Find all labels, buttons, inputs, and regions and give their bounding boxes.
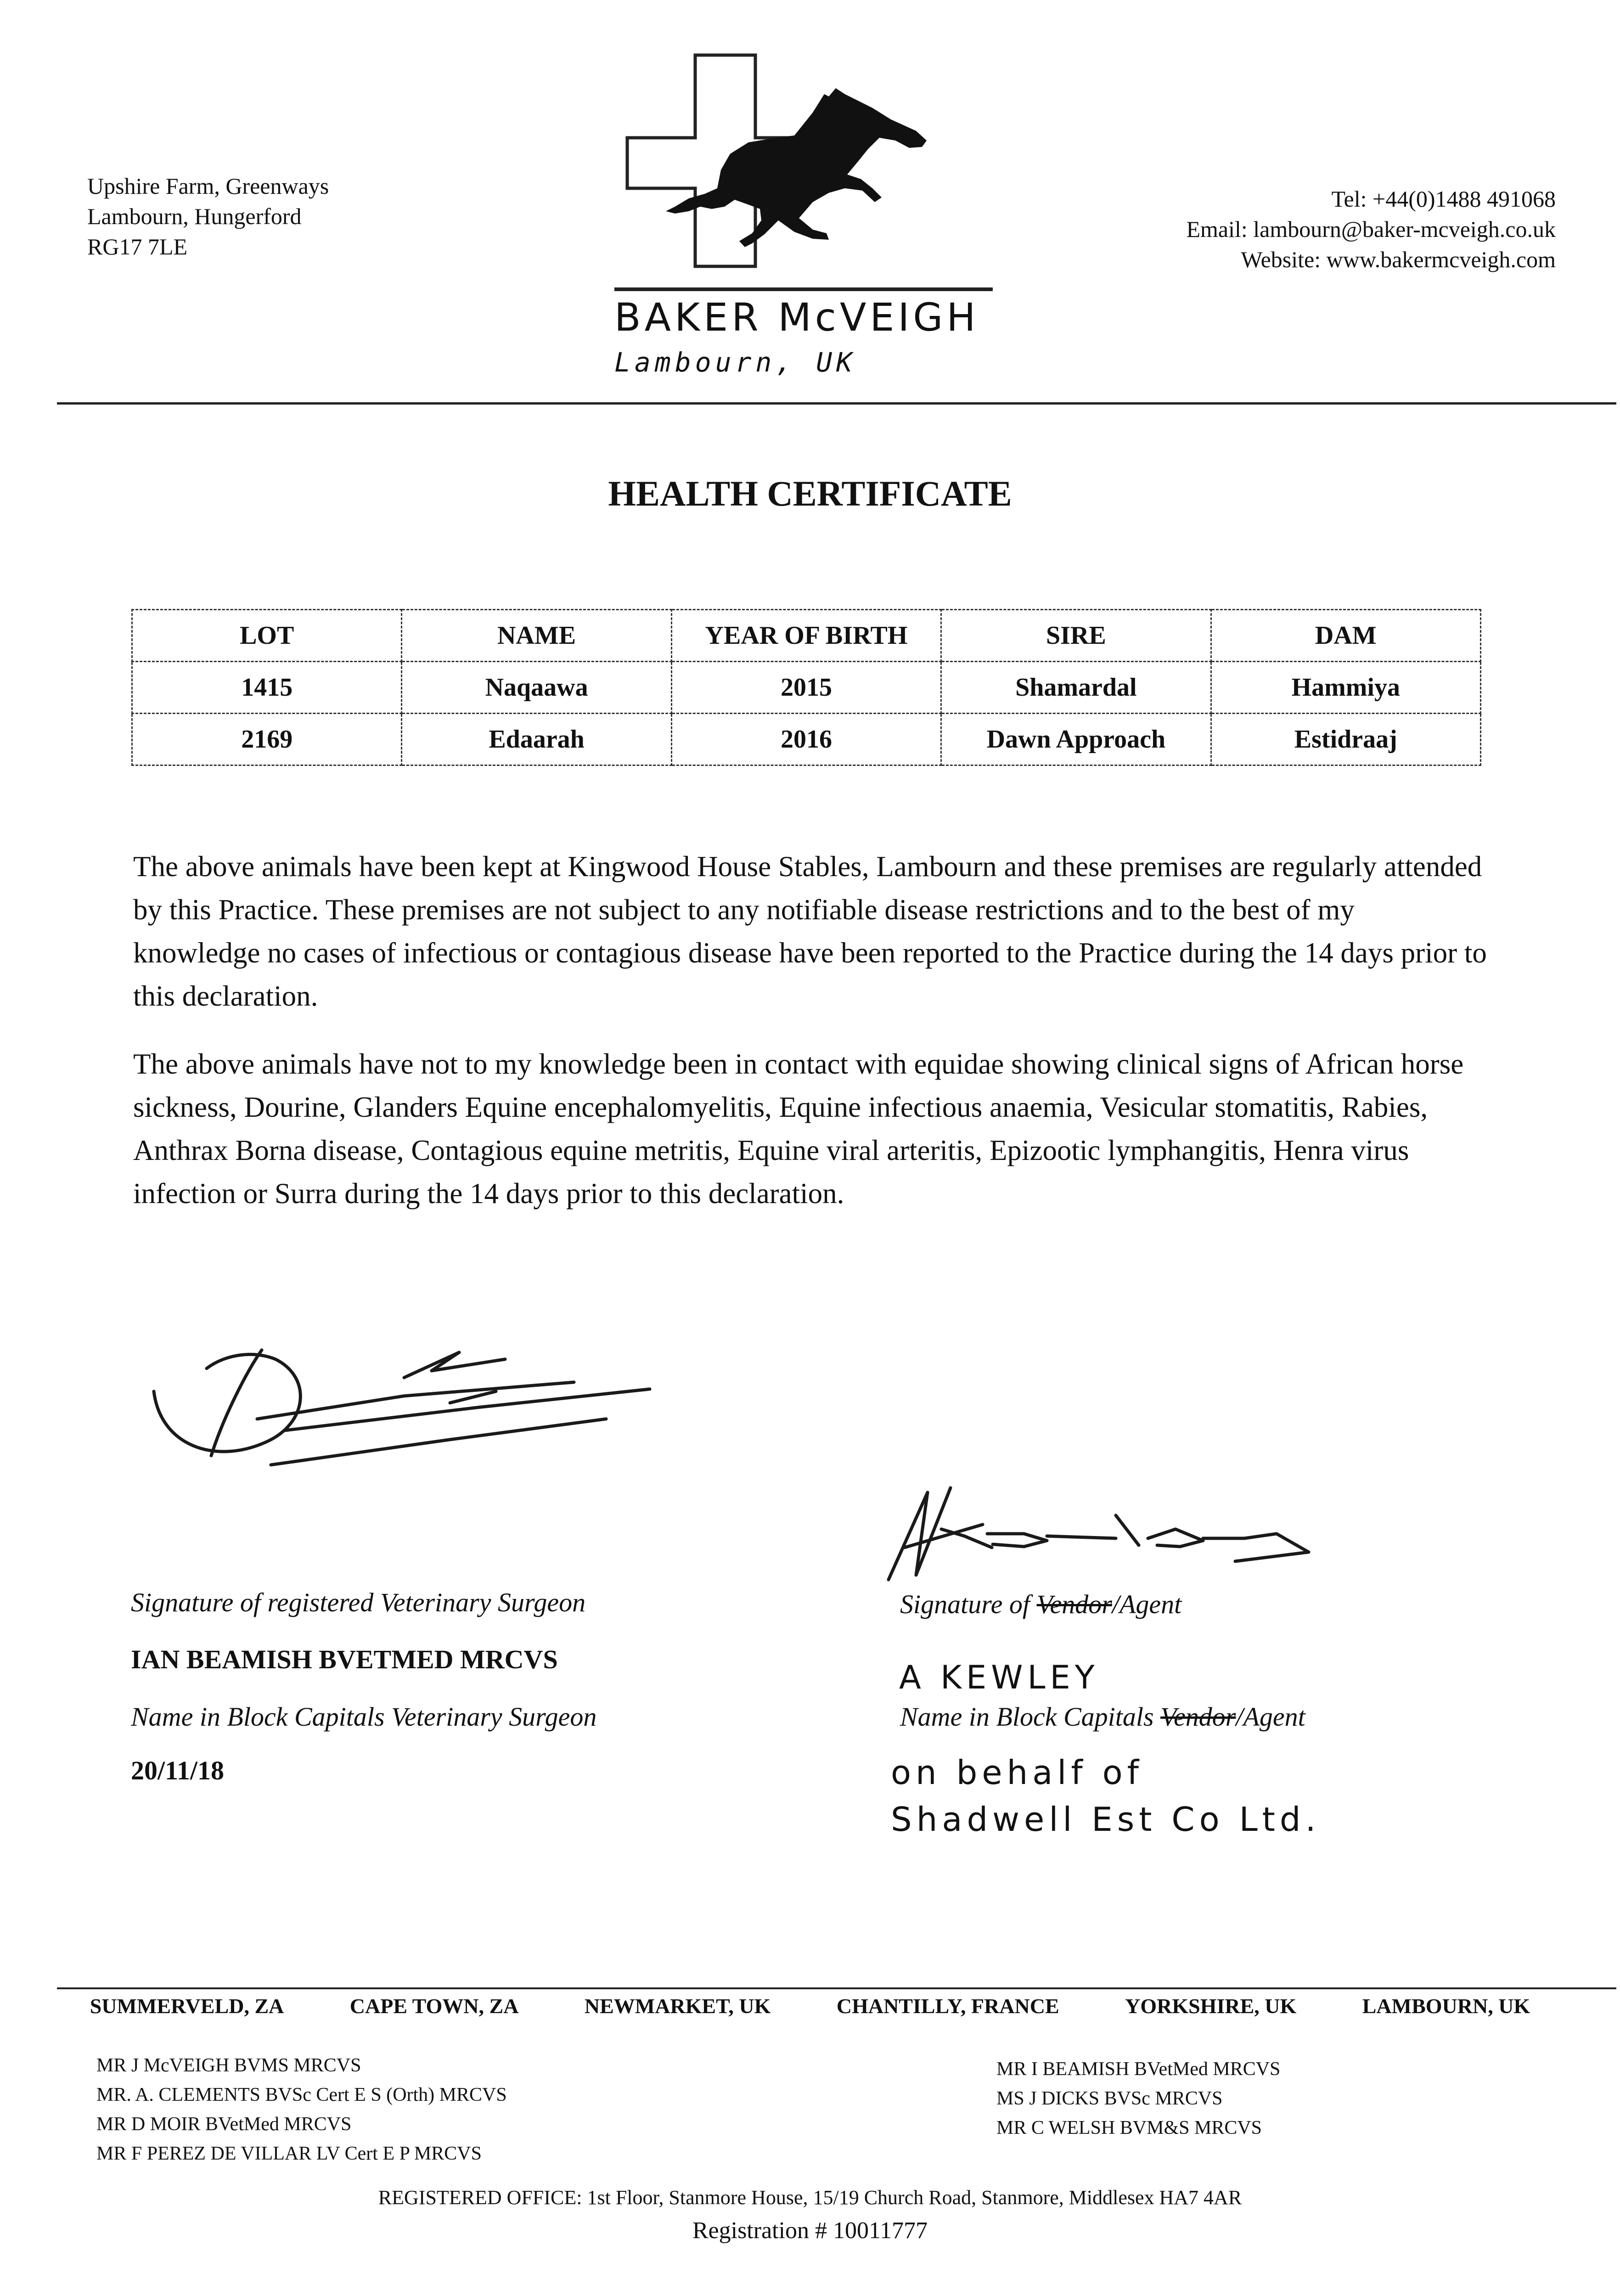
column-header: SIRE [941,610,1211,662]
label-text: Name in Block Capitals [900,1702,1161,1732]
column-header: NAME [402,610,671,662]
cell-sire: Shamardal [941,662,1211,714]
address-line: Upshire Farm, Greenways [87,173,329,199]
horse-silhouette [666,88,927,247]
cell-name: Naqaawa [402,662,671,714]
registration-number: Registration # 10011777 [692,2217,928,2244]
brand-name: BAKER McVEIGH [614,295,979,340]
agent-signature-label [900,1589,1181,1620]
vet-entry: MR D MOIR BVetMed MRCVS [96,2114,352,2135]
office-location: LAMBOURN, UK [1362,1994,1530,2018]
agent-signature-image [872,1469,1341,1589]
contact-email: Email: lambourn@baker-mcveigh.co.uk [1186,216,1556,242]
agent-handwritten-note: Shadwell Est Co Ltd. [891,1800,1321,1839]
address-line: Lambourn, Hungerford [87,203,302,229]
column-header: LOT [132,610,402,662]
vet-name-label: Name in Block Capitals Veterinary Surgeon [131,1702,597,1732]
contact-website: Website: www.bakermcveigh.com [1241,247,1556,272]
address-block [87,171,329,262]
declaration-paragraph-2: The above animals have not to my knowledge been in contact with equidae showing clinical signs of African horse sickness, Dourine, Glanders Equine encephalomyelitis, Equine infectious anaemia, Vesicular stomatitis, Rabies, Anthrax Borna disease, Contagious equine metritis, Equine viral arteritis, Epizootic lymphangitis, Henra virus infection or Surra during the 14 days prior to this declaration. [133,1048,1464,1210]
cell-dam: Hammiya [1211,662,1480,714]
office-location: CHANTILLY, FRANCE [836,1994,1059,2018]
vet-signature-label: Signature of registered Veterinary Surgeon [131,1587,586,1617]
vet-entry: MS J DICKS BVSc MRCVS [996,2088,1223,2109]
brand-location: Lambourn, UK [614,347,857,378]
agent-handwritten-name: A KEWLEY [899,1659,1099,1696]
table-row [132,662,1481,714]
vet-name: IAN BEAMISH BVETMED MRCVS [131,1644,558,1674]
address-line: RG17 7LE [87,234,188,259]
certificate-date: 20/11/18 [131,1756,225,1785]
lots-table [131,609,1481,766]
header-divider [57,402,1616,405]
cell-year: 2015 [671,662,941,714]
vet-entry: MR J McVEIGH BVMS MRCVS [96,2055,361,2076]
footer-divider [57,1987,1616,1989]
vet-entry: MR F PEREZ DE VILLAR LV Cert E P MRCVS [96,2143,482,2164]
office-location: YORKSHIRE, UK [1125,1994,1297,2018]
cell-dam: Estidraaj [1211,714,1480,765]
contact-block [1186,184,1556,275]
vets-list-left [96,2051,507,2168]
office-location: NEWMARKET, UK [584,1994,771,2018]
label-text: Signature of [900,1589,1037,1619]
registered-office: REGISTERED OFFICE: 1st Floor, Stanmore House, 15/19 Church Road, Stanmore, Middlesex HA7 4AR [378,2186,1242,2209]
vet-signature-image [147,1309,666,1502]
vet-entry: MR I BEAMISH BVetMed MRCVS [996,2059,1281,2080]
office-location: SUMMERVELD, ZA [90,1994,284,2018]
office-locations [57,1994,1563,2018]
cell-year: 2016 [671,714,941,765]
struck-vendor: Vendor [1036,1589,1112,1619]
contact-tel: Tel: +44(0)1488 491068 [1331,186,1556,212]
office-location: CAPE TOWN, ZA [349,1994,519,2018]
column-header: YEAR OF BIRTH [671,610,941,662]
cell-lot: 1415 [132,662,402,714]
cell-lot: 2169 [132,714,402,765]
column-header: DAM [1211,610,1480,662]
declaration-paragraph-1: The above animals have been kept at Kingwood House Stables, Lambourn and these premises are regularly attended by this Practice. These premises are not subject to any notifiable disease restrictions and to the best of my knowledge no cases of infectious or contagious disease have been reported to the Practice during the 14 days prior to this declaration. [133,850,1487,1012]
agent-name-label [900,1701,1305,1732]
label-text: /Agent [1112,1589,1182,1619]
table-header-row [132,610,1481,662]
cell-name: Edaarah [402,714,671,765]
label-text: /Agent [1236,1702,1305,1732]
struck-vendor: Vendor [1160,1702,1236,1732]
vets-list-right [996,2054,1280,2143]
cell-sire: Dawn Approach [941,714,1211,765]
agent-handwritten-note: on behalf of [891,1753,1143,1792]
vet-entry: MR. A. CLEMENTS BVSc Cert E S (Orth) MRCVS [96,2084,507,2105]
table-row [132,714,1481,765]
vet-entry: MR C WELSH BVM&S MRCVS [996,2117,1262,2138]
document-title: HEALTH CERTIFICATE [608,473,1012,513]
